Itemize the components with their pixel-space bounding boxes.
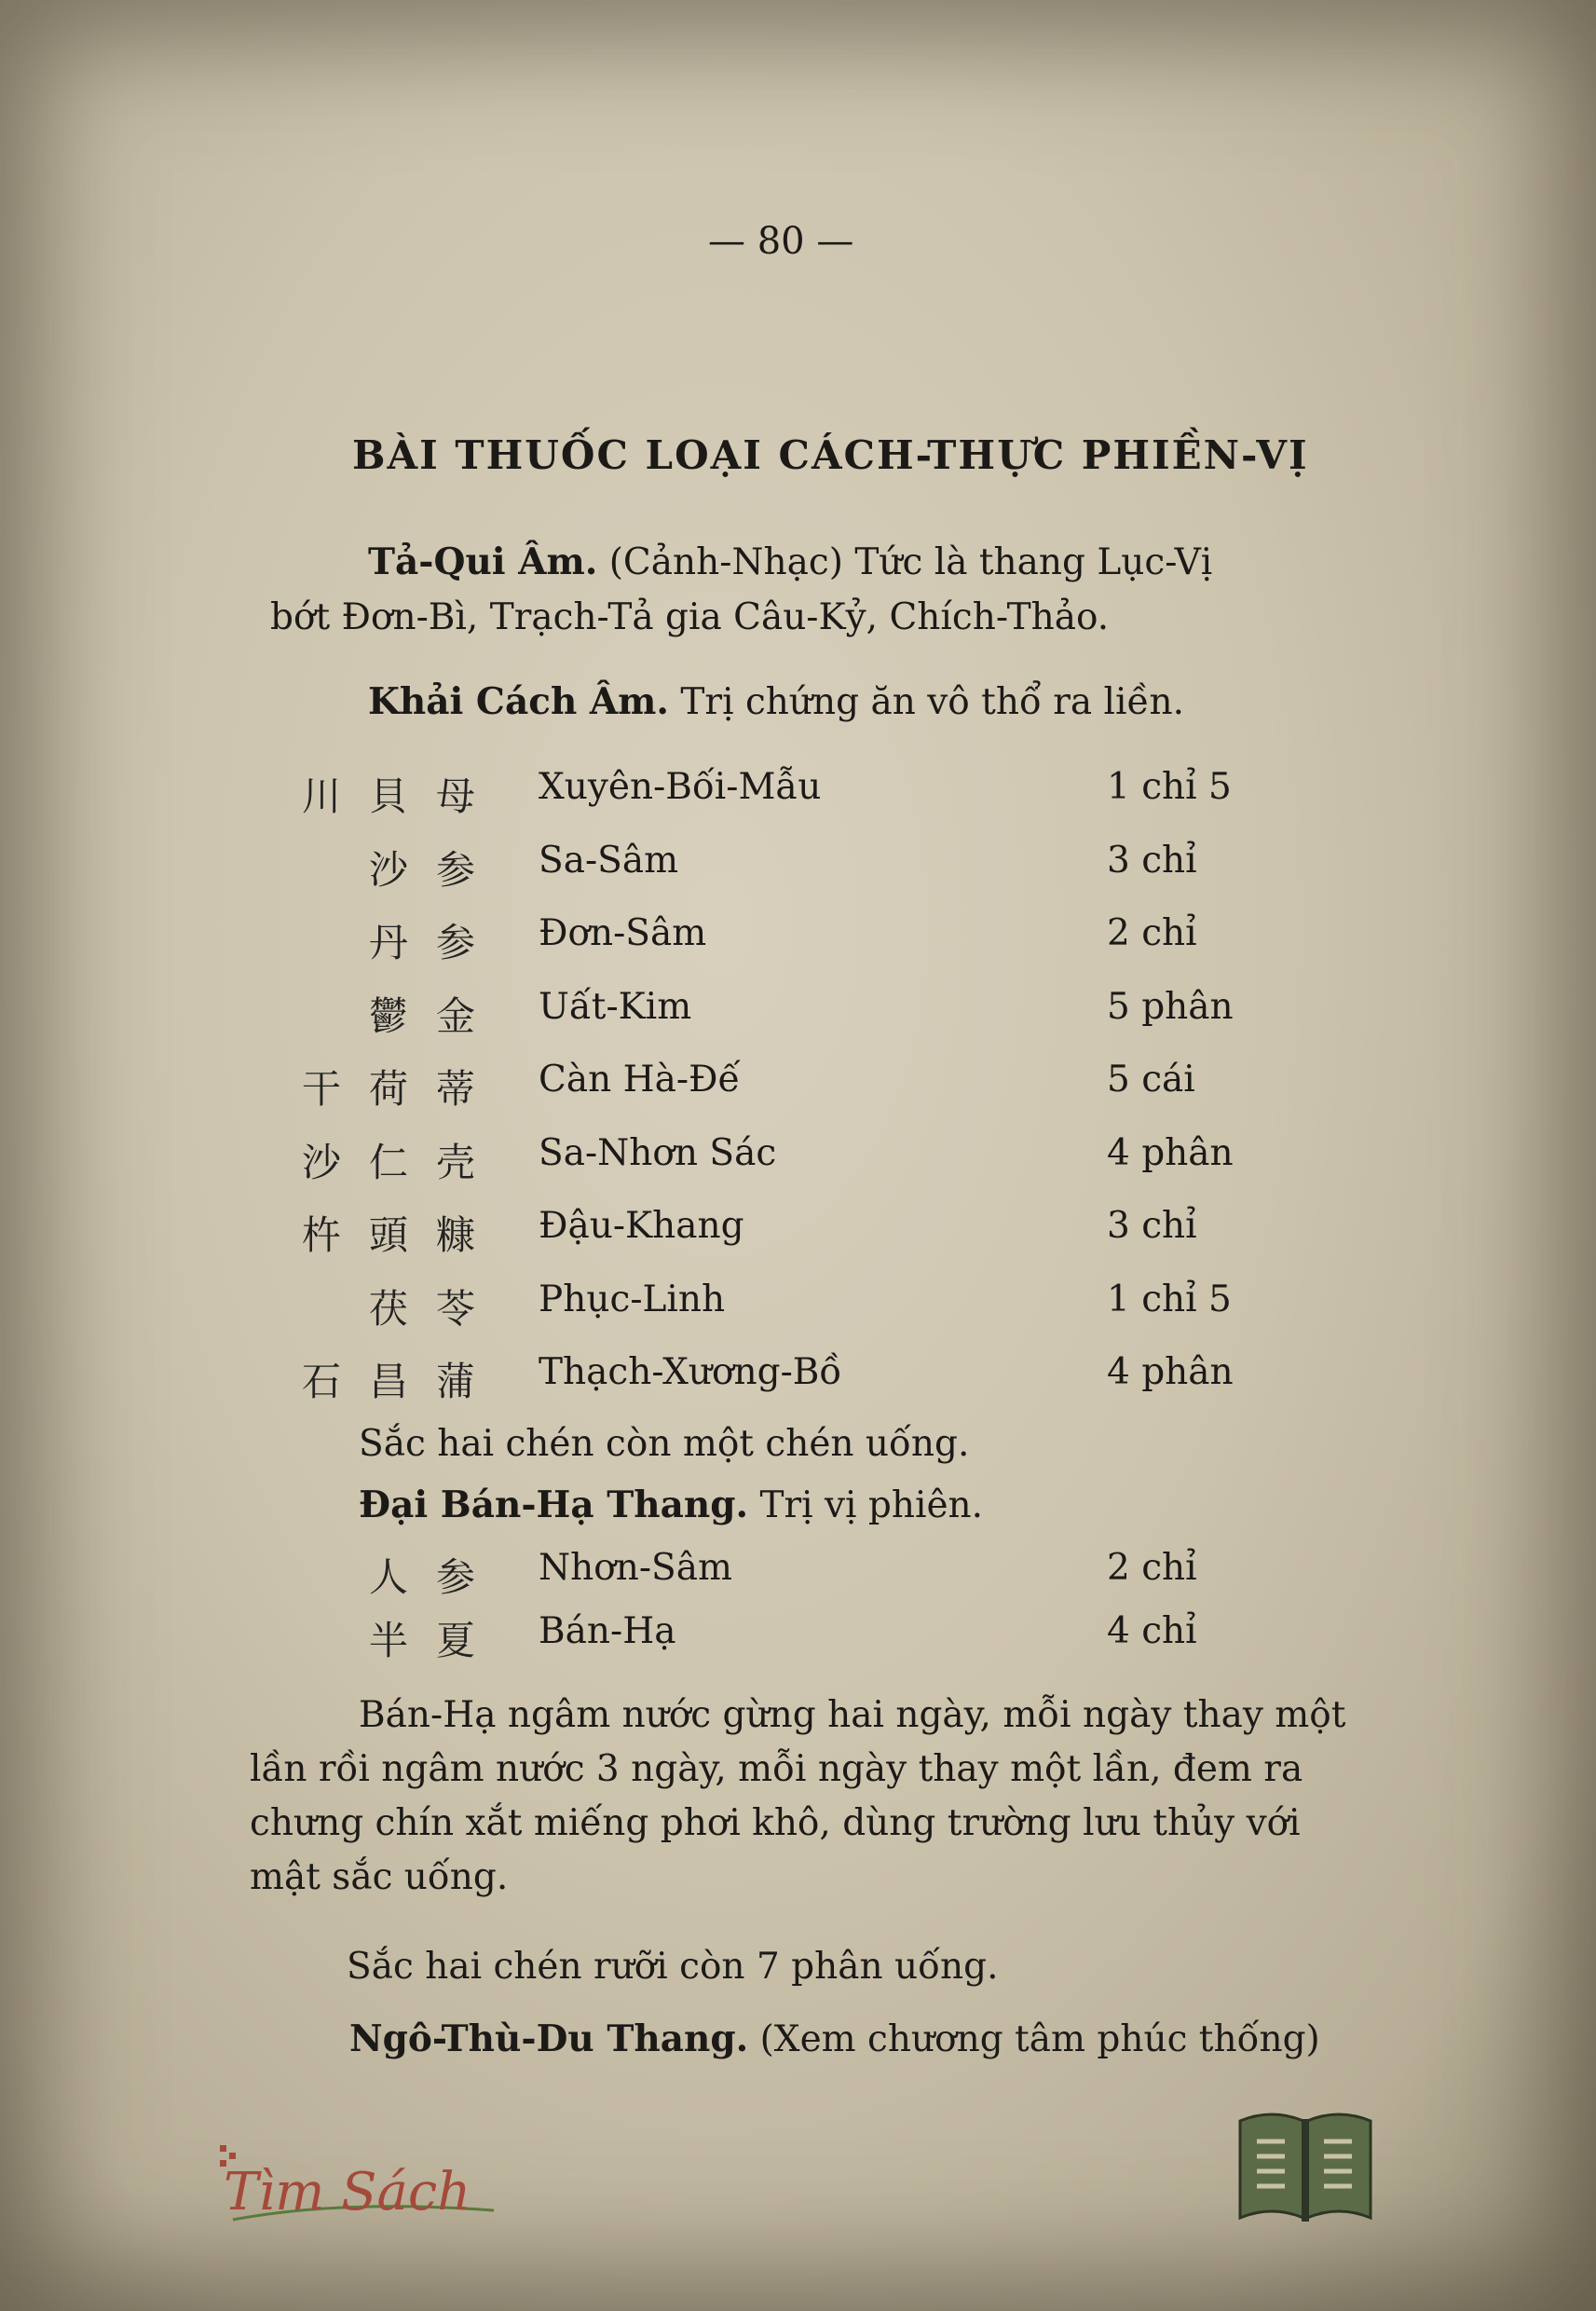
recipe1-desc: Trị chứng ăn vô thổ ra liền. bbox=[669, 681, 1184, 723]
ingredient-dose: 2 chỉ bbox=[1107, 912, 1197, 954]
intro-line-1-rest: (Cảnh-Nhạc) Tức là thang Lục-Vị bbox=[597, 541, 1213, 583]
ingredient-name: Đậu-Khang bbox=[539, 1205, 744, 1247]
chinese-characters: 杵頭糠 bbox=[301, 1212, 503, 1258]
recipe2-name: Đại Bán-Hạ Thang. bbox=[359, 1484, 749, 1526]
chinese-characters: 人参 bbox=[368, 1554, 503, 1600]
intro-line-2: bớt Đơn-Bì, Trạch-Tả gia Câu-Kỷ, Chích-Thảo. bbox=[270, 596, 1110, 638]
chinese-characters: 半夏 bbox=[368, 1618, 503, 1663]
recipe2-para-line-1: Bán-Hạ ngâm nước gừng hai ngày, mỗi ngày thay một bbox=[359, 1694, 1346, 1736]
recipe2-para-line-2: lần rồi ngâm nước 3 ngày, mỗi ngày thay một lần, đem ra bbox=[250, 1748, 1303, 1790]
ingredient-name: Càn Hà-Đế bbox=[539, 1059, 741, 1101]
ingredient-dose: 4 phân bbox=[1107, 1131, 1234, 1174]
book-logo-icon bbox=[1235, 2108, 1376, 2229]
chinese-characters: 沙参 bbox=[368, 846, 503, 893]
ingredient-dose: 3 chỉ bbox=[1107, 1205, 1197, 1247]
ingredient-dose: 3 chỉ bbox=[1107, 839, 1197, 882]
intro-line-1 bbox=[368, 540, 1212, 583]
recipe2-heading bbox=[359, 1484, 983, 1526]
recipe1-heading bbox=[368, 680, 1184, 723]
chinese-characters: 沙仁壳 bbox=[301, 1139, 503, 1185]
ingredient-name: Xuyên-Bối-Mẫu bbox=[539, 766, 822, 808]
recipe2-para-line-4: mật sắc uống. bbox=[250, 1856, 509, 1898]
chinese-characters: 丹参 bbox=[368, 920, 503, 965]
ingredient-name: Phục-Linh bbox=[539, 1278, 726, 1320]
recipe3-name: Ngô-Thù-Du Thang. bbox=[349, 2017, 749, 2060]
ingredient-name: Thạch-Xương-Bồ bbox=[539, 1351, 842, 1393]
ingredient-name: Đơn-Sâm bbox=[539, 912, 707, 954]
recipe2-desc: Trị vị phiên. bbox=[748, 1484, 984, 1526]
ingredient-name: Nhơn-Sâm bbox=[539, 1547, 732, 1589]
ingredient-name: Uất-Kim bbox=[539, 985, 692, 1028]
ingredient-name: Sa-Nhơn Sác bbox=[539, 1131, 777, 1174]
ingredient-dose: 4 chỉ bbox=[1107, 1610, 1197, 1652]
recipe2-para-line-3: chưng chín xắt miếng phơi khô, dùng trường lưu thủy với bbox=[250, 1802, 1301, 1844]
page-number: — 80 — bbox=[708, 220, 854, 263]
recipe1-name: Khải Cách Âm. bbox=[368, 680, 670, 723]
ingredient-dose: 2 chỉ bbox=[1107, 1547, 1197, 1589]
ingredient-dose: 4 phân bbox=[1107, 1351, 1234, 1393]
ingredient-dose: 1 chỉ 5 bbox=[1107, 1278, 1232, 1320]
ingredient-name: Bán-Hạ bbox=[539, 1610, 676, 1652]
chinese-characters: 川貝母 bbox=[301, 773, 503, 819]
chinese-characters: 茯苓 bbox=[368, 1285, 503, 1332]
chinese-characters: 干荷蒂 bbox=[301, 1066, 503, 1112]
ingredient-name: Sa-Sâm bbox=[539, 839, 679, 882]
ingredient-dose: 5 phân bbox=[1107, 985, 1234, 1028]
recipe3-heading bbox=[349, 2017, 1320, 2060]
chinese-characters: 鬱金 bbox=[368, 992, 503, 1039]
recipe2-instruction: Sắc hai chén rưỡi còn 7 phân uống. bbox=[347, 1946, 999, 1988]
section-title: BÀI THUỐC LOẠI CÁCH-THỰC PHIỀN-VỊ bbox=[352, 432, 1309, 478]
watermark-text: Tìm Sách bbox=[224, 2162, 471, 2222]
ingredient-dose: 1 chỉ 5 bbox=[1107, 766, 1232, 808]
recipe1-instruction: Sắc hai chén còn một chén uống. bbox=[359, 1423, 970, 1465]
intro-recipe-name: Tả-Qui Âm. bbox=[368, 540, 598, 583]
ingredient-dose: 5 cái bbox=[1107, 1059, 1195, 1101]
recipe3-desc: (Xem chương tâm phúc thống) bbox=[748, 2018, 1320, 2060]
chinese-characters: 石昌蒲 bbox=[301, 1359, 503, 1404]
